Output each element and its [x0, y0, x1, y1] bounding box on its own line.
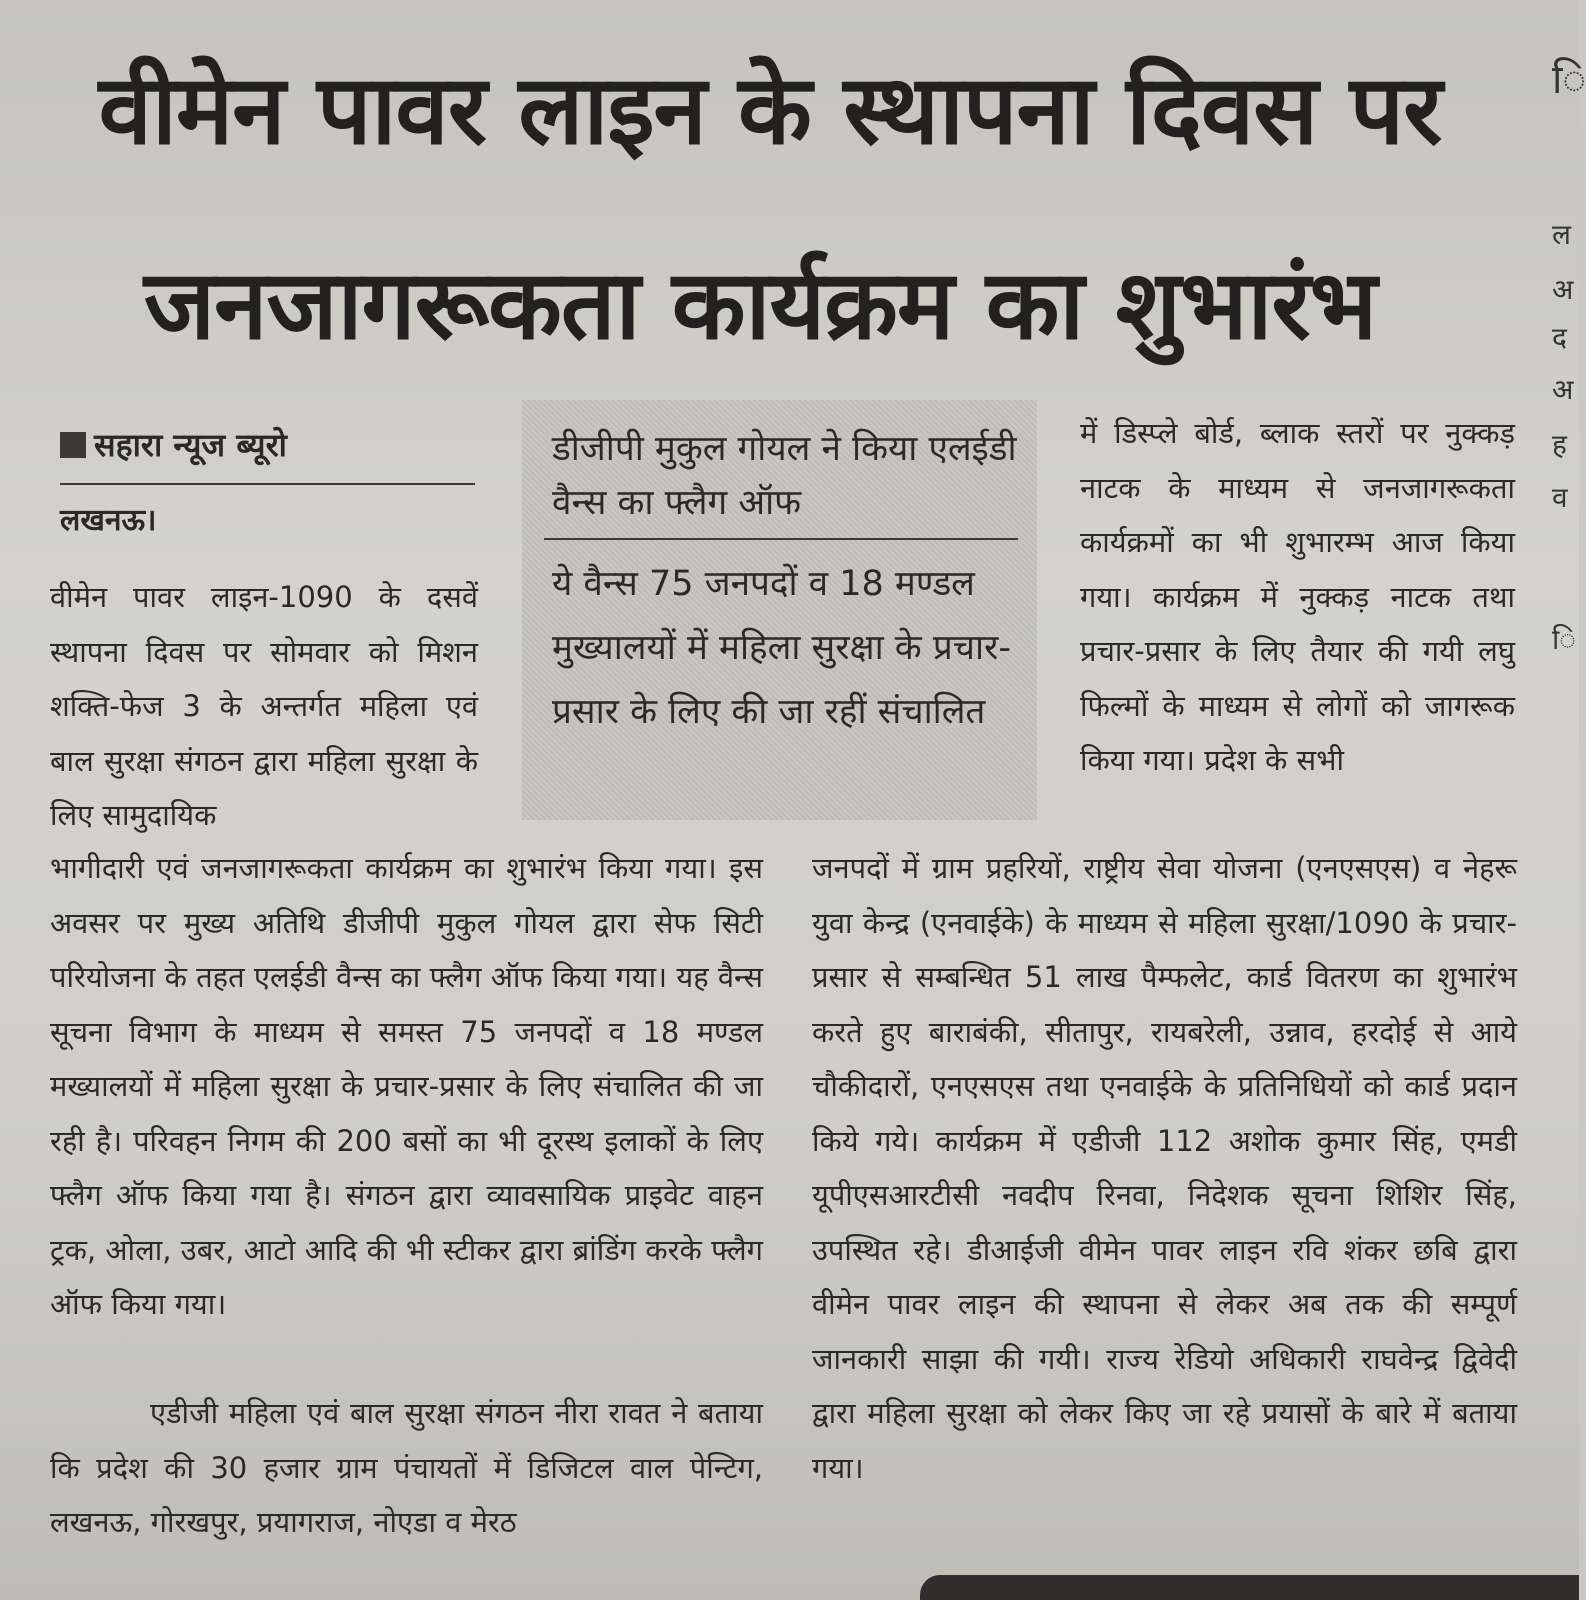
byline: [60, 423, 287, 466]
byline-rule: [60, 483, 475, 485]
headline-line-2: जनजागरूकता कार्यक्रम का शुभारंभ: [143, 249, 1377, 361]
edge-fragment: ह: [1552, 428, 1567, 461]
deck-secondary: ये वैन्स 75 जनपदों व 18 मण्डल मुख्यालयों में महिला सुरक्षा के प्रचार-प्रसार के लिए की जा रहीं संचालित: [552, 564, 1011, 732]
lower-left-para2: [50, 1386, 763, 1550]
next-headline-fragment: [920, 1575, 1579, 1600]
edge-fragment: अ: [1552, 373, 1574, 406]
deck-primary: डीजीपी मुकुल गोयल ने किया एलईडी वैन्स का फ्लैग ऑफ: [552, 429, 1017, 523]
lower-left-column: [50, 841, 763, 1332]
headline-line-1: वीमेन पावर लाइन के स्थापना दिवस पर: [98, 54, 1442, 166]
byline-text: सहारा न्यूज ब्यूरो: [94, 426, 287, 464]
right-column-text: में डिस्प्ले बोर्ड, ब्लाक स्तरों पर नुक्कड़ नाटक के माध्यम से जनजागरूकता कार्यक्रमों का भी शुभारम्भ आज किया गया। कार्यक्रम में नुक्कड़ नाटक तथा प्रचार-प्रसार के लिए तैयार की गयी लघु फिल्मों के माध्यम से लोगों को जागरूक किया गया। प्रदेश के सभी: [1080, 416, 1515, 777]
lower-right-column: [812, 841, 1517, 1495]
edge-fragment: द: [1552, 321, 1567, 354]
edge-fragment: ि: [1552, 57, 1586, 103]
lower-right-text: जनपदों में ग्राम प्रहरियों, राष्ट्रीय सेवा योजना (एनएसएस) व नेहरू युवा केन्द्र (एनवाईके) के माध्यम से महिला सुरक्षा/1090 के प्रचार-प्रसार से सम्बन्धित 51 लाख पैम्फलेट, कार्ड वितरण का शुभारंभ करते हुए बाराबंकी, सीतापुर, रायबरेली, उन्नाव, हरदोई से आये चौकीदारों, एनएसएस तथा एनवाईके के प्रतिनिधियों को कार्ड प्रदान किये गये। कार्यक्रम में एडीजी 112 अशोक कुमार सिंह, एमडी यूपीएसआरटीसी नवदीप रिनवा, निदेशक सूचना शिशिर सिंह, उपस्थित रहे। डीआईजी वीमेन पावर लाइन रवि शंकर छबि द्वारा वीमेन पावर लाइन की स्थापना से लेकर अब तक की सम्पूर्ण जानकारी साझा की गयी। राज्य रेडियो अधिकारी राघवेन्द्र द्विवेदी द्वारा महिला सुरक्षा को लेकर किए जा रहे प्रयासों के बारे में बताया गया।: [812, 851, 1517, 1485]
left-column-text: वीमेन पावर लाइन-1090 के दसवें स्थापना दिवस पर सोमवार को मिशन शक्ति-फेज 3 के अन्तर्गत महिला एवं बाल सुरक्षा संगठन द्वारा महिला सुरक्षा के लिए सामुदायिक: [50, 580, 478, 832]
lower-left-text: भागीदारी एवं जनजागरूकता कार्यक्रम का शुभारंभ किया गया। इस अवसर पर मुख्य अतिथि डीजीपी मुकुल गोयल द्वारा सेफ सिटी परियोजना के तहत एलईडी वैन्स का फ्लैग ऑफ किया गया। यह वैन्स सूचना विभाग के माध्यम से समस्त 75 जनपदों व 18 मण्डल मख्यालयों में महिला सुरक्षा के प्रचार-प्रसार के लिए संचालित की जा रही है। परिवहन निगम की 200 बसों का भी दूरस्थ इलाकों के लिए फ्लैग ऑफ किया गया है। संगठन द्वारा व्यावसायिक प्राइवेट वाहन ट्रक, ओला, उबर, आटो आदि की भी स्टीकर द्वारा ब्रांडिंग करके फ्लैग ऑफ किया गया।: [50, 851, 763, 1321]
lower-left-para2-text: एडीजी महिला एवं बाल सुरक्षा संगठन नीरा रावत ने बताया कि प्रदेश की 30 हजार ग्राम पंचायतों में डिजिटल वाल पेन्टिग, लखनऊ, गोरखपुर, प्रयागराज, नोएडा व मेरठ: [50, 1396, 763, 1539]
dateline: लखनऊ।: [60, 503, 157, 538]
deck-box: [522, 400, 1037, 820]
left-column: [50, 570, 478, 843]
edge-fragment: अ: [1552, 273, 1574, 306]
edge-fragment: ि: [1552, 623, 1576, 656]
deck-separator: [544, 538, 1018, 540]
right-column: [1080, 406, 1515, 788]
bullet-square-icon: [60, 432, 86, 458]
edge-fragment: ल: [1552, 218, 1571, 251]
edge-fragment: व: [1552, 481, 1568, 514]
